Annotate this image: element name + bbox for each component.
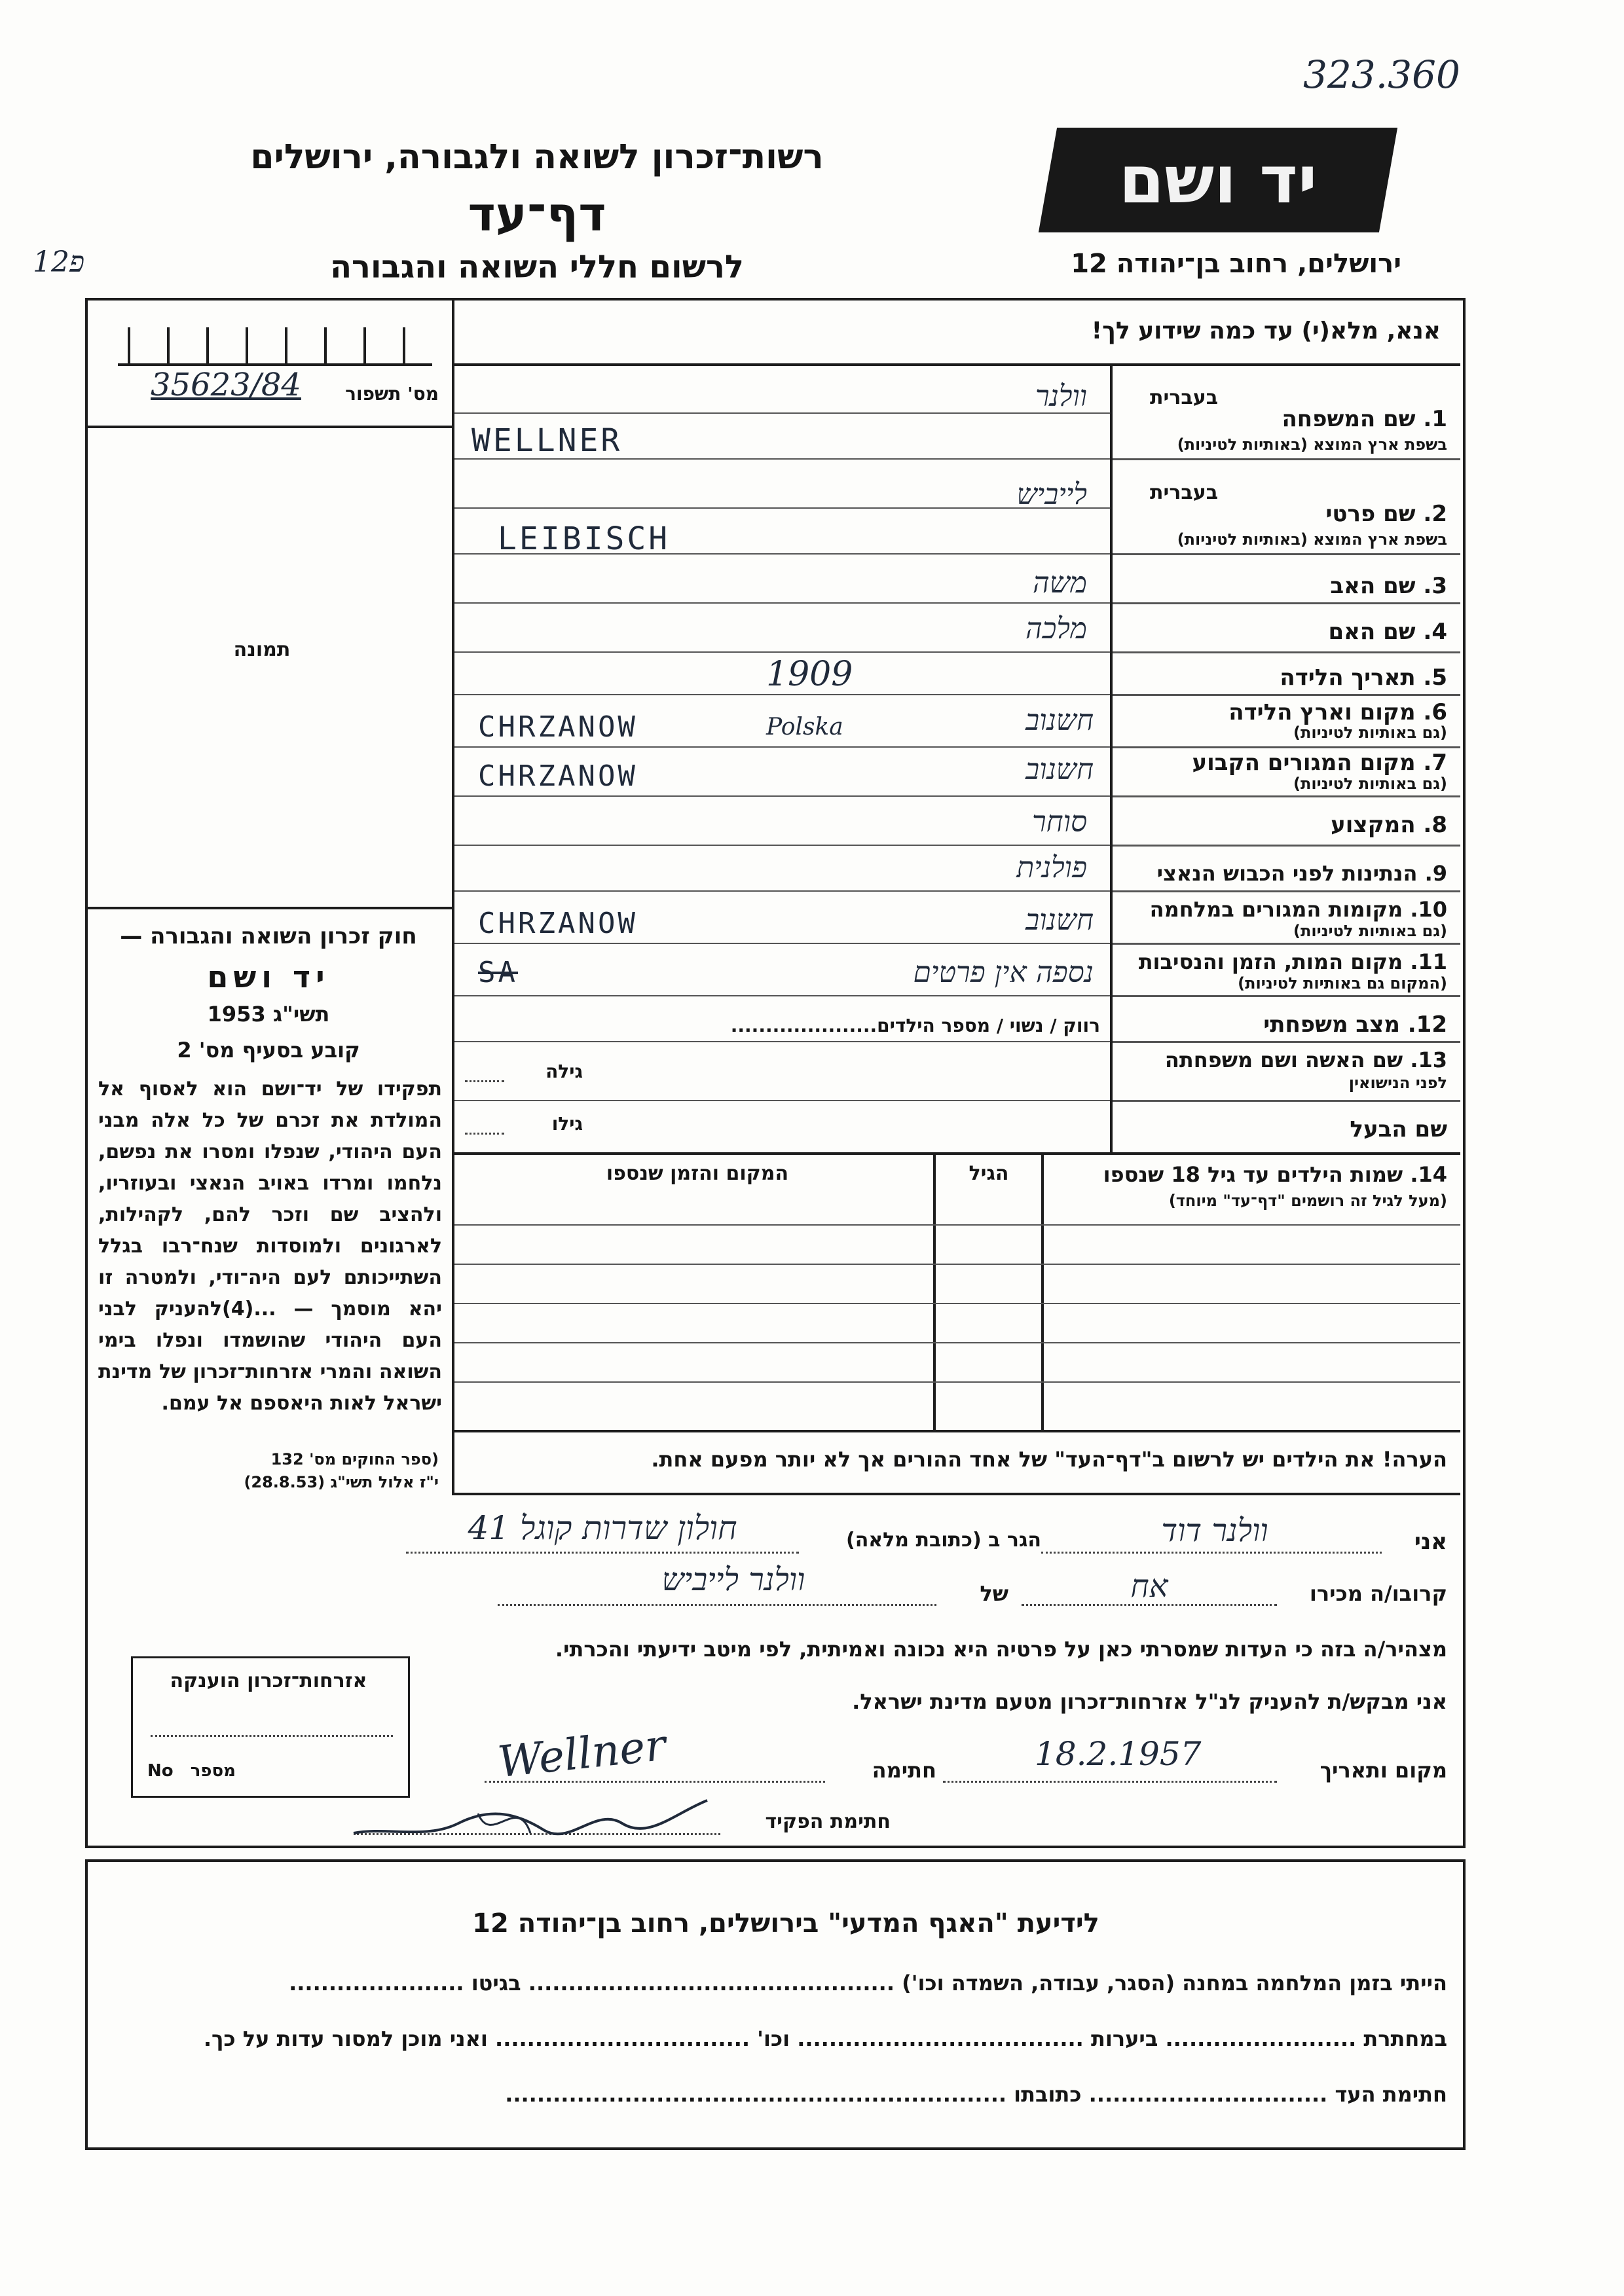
field-1-hebrew: וולנר (1035, 380, 1087, 413)
form-subtitle: לרשום חללי השואה והגבורה (330, 249, 744, 285)
clerk-label: חתימת הפקיד (765, 1810, 891, 1833)
field-6-hebrew: חשנוב (1025, 704, 1094, 737)
field-8-label: 8. המקצוע (1331, 812, 1447, 838)
file-number-label: מס' תשפור (345, 383, 439, 405)
citizenship-title: אזרחות־זכרון הוענקה (170, 1669, 367, 1692)
value-line (454, 795, 1110, 797)
row-line (1113, 795, 1460, 797)
children-col-2 (933, 1155, 936, 1430)
tick (167, 327, 170, 363)
footer-line-2: במחתרת ........................ ביערות .................................... וכו' ................................ ואני מוכן למסור עדות על כך. (203, 2026, 1447, 2051)
row-line (1113, 943, 1460, 945)
field-6-country: Polska (766, 714, 843, 740)
law-year: תשי"ג 1953 (207, 1002, 330, 1027)
field-1-lang: בעברית (1150, 386, 1218, 409)
field-8-value: סוחר (1032, 805, 1087, 839)
children-row (454, 1381, 1460, 1383)
field-11-latin: SA (478, 956, 518, 989)
row-line (1113, 1041, 1460, 1043)
divider (88, 426, 452, 428)
value-line (454, 1041, 1110, 1042)
field-5-label: 5. תאריך הלידה (1280, 665, 1447, 691)
children-place-header: המקום והזמן שנספו (606, 1162, 789, 1185)
address-dots (406, 1552, 799, 1554)
relation-value: אח (1130, 1568, 1168, 1605)
law-citation-2: י"ז אלול תשי"ג (28.8.53) (244, 1473, 439, 1491)
authority-line: רשות־זכרון לשואה ולגבורה, ירושלים (250, 137, 824, 177)
divider (88, 907, 452, 909)
field-11-hebrew: נספה אין פרטים (913, 956, 1094, 989)
field-13-sublabel: לפני הנישואין (1348, 1074, 1447, 1092)
field-2-label: 2. שם פרטי (1325, 501, 1447, 527)
field-11-label: 11. מקום המות, הזמן והנסיבות (1138, 949, 1447, 974)
children-age-header: הגיל (969, 1162, 1009, 1185)
husband-dots (465, 1133, 504, 1135)
signature-label: חתימה (872, 1758, 936, 1783)
row-line (1113, 602, 1460, 604)
law-citation-1: (ספר החוקים מס' 132 (270, 1450, 439, 1468)
place-date-label: מקום ותאריך (1320, 1758, 1447, 1783)
tick (285, 327, 287, 363)
declaration-text: מצהיר/ה בזה כי העדות שמסרתי כאן על פרטיה היא נכונה ואמיתית, לפי מיטב ידיעתי והכרתי. (555, 1637, 1447, 1662)
footer-heading: לידיעת "האגף המדעי" בירושלים, רחוב בן־יהודה 12 (472, 1908, 1099, 1939)
divider (454, 1493, 1460, 1495)
value-line (454, 943, 1110, 944)
field-12-value: רווק / נשוי / מספר הילדים..................... (730, 1015, 1100, 1036)
of-dots (498, 1604, 936, 1606)
logo-text: יד ושם (1118, 141, 1318, 218)
field-3-value: משה (1032, 566, 1087, 600)
children-col-1 (1041, 1155, 1044, 1430)
field-7-label: 7. מקום המגורים הקבוע (1192, 750, 1447, 776)
field-5-value: 1909 (766, 655, 853, 694)
declarant-name: וולנר דוד (1161, 1512, 1268, 1549)
field-6-label: 6. מקום וארץ הלידה (1228, 699, 1447, 725)
children-row (454, 1224, 1460, 1226)
field-10-latin: CHRZANOW (478, 907, 638, 940)
field-13-dots (465, 1080, 504, 1082)
divider (452, 301, 454, 1495)
law-heading: חוק זכרון השואה והגבורה — (120, 923, 417, 949)
field-2-hebrew: לייביש (1016, 478, 1087, 511)
declarant-address: חולון שדרות קוגל 41 (468, 1509, 737, 1547)
row-line (1113, 458, 1460, 460)
margin-note: 12פ (33, 246, 85, 279)
husband-age: גילו (551, 1113, 583, 1135)
field-7-latin: CHRZANOW (478, 759, 638, 793)
of-label: של (980, 1581, 1008, 1606)
children-note: הערה! את הילדים יש לרשום ב"דף־העד" של אחד ההורים אך לא יותר מפעם אחת. (651, 1447, 1447, 1472)
field-9-value: פולנית (1016, 851, 1087, 884)
field-10-sublabel: (גם באותיות לטיניות) (1293, 922, 1447, 940)
law-section: קובע בסעיף מס' 2 (177, 1038, 360, 1063)
file-number-ticks (118, 324, 432, 366)
row-line (1113, 746, 1460, 748)
file-number-value: 35623/84 (151, 367, 301, 403)
field-1-sublabel: בשפת ארץ המוצא (באותיות לטיניות) (1177, 435, 1447, 454)
request-text: אני מבקש/ת להעניק לנ"ל אזרחות־זכרון מטעם מדינת ישראל. (852, 1689, 1447, 1714)
row-line (1113, 1100, 1460, 1102)
value-line (454, 694, 1110, 695)
tick (324, 327, 327, 363)
field-2-lang: בעברית (1150, 481, 1218, 504)
tick (246, 327, 248, 363)
law-body: תפקידו של יד־ושם הוא לאסוף אל המולדת את זכרם של כל אלה מבני העם היהודי, שנפלו ומסרו את נפשם, נלחמו ומרדו באויב הנאצי ובעוזריו, ולהציב שם וזכר להם, לקהילות, לארגונים ולמוסדות שנח־רבו בגלל השתייכותם לעם היה־ודי, ולמטרה זו יהא מוסמך — ...(4)להעניק לבני העם היהודי שהושמדו ונפלו בימי השואה והמרי אזרחות־זכרון של מדינת ישראל לאות היאספם אל עמם. (98, 1078, 442, 1415)
declarant-i: אני (1414, 1529, 1447, 1555)
resident-label: הגר ב (כתובת מלאה) (845, 1529, 1041, 1552)
value-line (454, 1100, 1110, 1101)
field-4-value: מלכה (1025, 612, 1087, 646)
form-intro: אנא, מלא(י) עד כמה שידוע לך! (1091, 318, 1441, 344)
tick (363, 327, 366, 363)
value-line (454, 746, 1110, 748)
citizenship-number-label: מספר (190, 1761, 236, 1781)
value-line (454, 890, 1110, 892)
value-line (454, 602, 1110, 604)
row-line (1113, 694, 1460, 696)
field-6-latin: CHRZANOW (478, 710, 638, 744)
row-line (1113, 890, 1460, 892)
row-line (1113, 553, 1460, 555)
divider (454, 363, 1460, 366)
field-6-sublabel: (גם באותיות לטיניות) (1293, 723, 1447, 742)
citizenship-no: No (147, 1761, 174, 1781)
of-name: וולנר לייביש (661, 1561, 805, 1598)
value-line (454, 845, 1110, 846)
field-7-sublabel: (גם באותיות לטיניות) (1293, 774, 1447, 793)
children-row (454, 1342, 1460, 1343)
value-line (454, 651, 1110, 653)
form-title: דף־עד (468, 187, 606, 242)
row-line (1113, 651, 1460, 653)
divider (454, 1430, 1460, 1432)
row-line (1113, 995, 1460, 997)
field-9-label: 9. הנתינות לפני הכבוש הנאצי (1156, 861, 1447, 886)
divider (454, 1152, 1460, 1155)
field-13-label: 13. שם האשה ושם משפחתה (1164, 1048, 1447, 1072)
husband-label: שם הבעל (1350, 1116, 1447, 1142)
signature-value: Wellner (495, 1719, 669, 1788)
date-dots (943, 1781, 1277, 1783)
field-1-latin: WELLNER (471, 422, 623, 459)
field-4-label: 4. שם האם (1328, 619, 1447, 645)
date-value: 18.2.1957 (1035, 1735, 1202, 1773)
address-line: ירושלים, רחוב בן־יהודה 12 (1071, 249, 1401, 279)
field-11-sublabel: (המקום גם באותיות לטיניות) (1238, 974, 1447, 993)
relation-label: קרובו/ה מכירו (1309, 1581, 1447, 1606)
field-13-age: גילה (545, 1061, 583, 1082)
children-row (454, 1303, 1460, 1304)
field-2-latin: LEIBISCH (498, 520, 671, 557)
tick (206, 327, 209, 363)
photo-label: תמונה (233, 638, 291, 661)
field-7-hebrew: חשנוב (1025, 753, 1094, 786)
field-10-hebrew: חשנוב (1025, 903, 1094, 937)
children-label: 14. שמות הילדים עד גיל 18 שנספו (1103, 1162, 1447, 1187)
field-12-label: 12. מצב משפחתי (1263, 1011, 1447, 1038)
law-name: יד ושם (207, 959, 330, 994)
archive-number: 323.360 (1303, 52, 1460, 97)
field-2-sublabel: בשפת ארץ המוצא (באותיות לטיניות) (1177, 530, 1447, 549)
value-line (454, 995, 1110, 996)
footer-line-1: הייתי בזמן המלחמה במחנה (הסגר, עבודה, השמדה וכו') .............................................. בגיטו ...................... (289, 1971, 1447, 1995)
tick (128, 327, 130, 363)
footer-line-3: חתימת העד .............................. כתובתו ............................................................... (505, 2082, 1447, 2107)
name-dots (1041, 1552, 1382, 1554)
yad-vashem-logo (1039, 128, 1397, 232)
citizenship-dots (151, 1735, 393, 1737)
row-line (1113, 845, 1460, 847)
field-10-label: 10. מקומות המגורים במלחמה (1149, 897, 1447, 922)
field-1-label: 1. שם המשפחה (1282, 406, 1447, 432)
divider (1110, 366, 1113, 1155)
children-sublabel: (מעל לגיל זה רושמים "דף־עד" מיוחד) (1168, 1192, 1447, 1210)
tick (403, 327, 405, 363)
children-row (454, 1264, 1460, 1265)
field-3-label: 3. שם האב (1330, 573, 1447, 599)
